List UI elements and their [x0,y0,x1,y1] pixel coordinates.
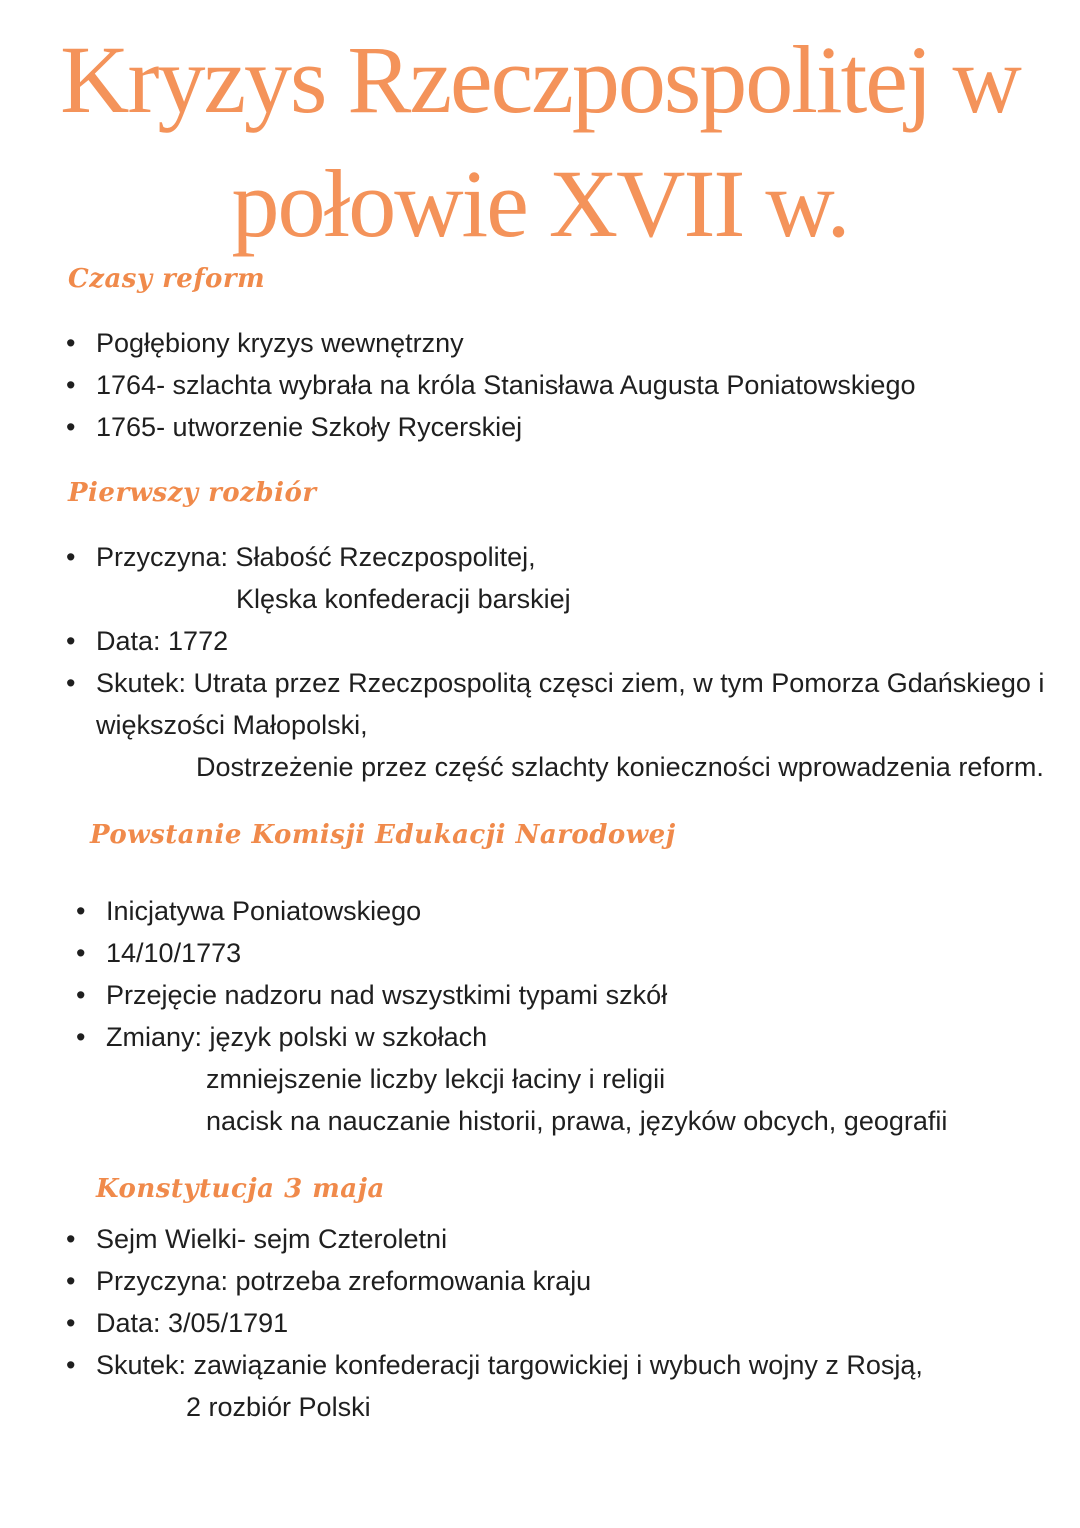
list-item: • 1765- utworzenie Szkoły Rycerskiej [96,410,522,444]
list-item: • 14/10/1773 [106,936,241,970]
list-item: • Przyczyna: potrzeba zreformowania kraju [96,1264,591,1298]
section-heading-konstytucja: Konstytucja 3 maja [96,1174,385,1204]
list-item: • Przyczyna: Słabość Rzeczpospolitej, [96,540,536,574]
section-heading-czasy-reform: Czasy reform [68,264,266,294]
section-heading-ken: Powstanie Komisji Edukacji Narodowej [90,820,676,850]
list-item-continuation: zmniejszenie liczby lekcji łaciny i religii [206,1064,666,1094]
list-item: • Przejęcie nadzoru nad wszystkimi typami szkół [106,978,667,1012]
page-title [0,18,1080,266]
list-item-continuation: Dostrzeżenie przez część szlachty konieczności wprowadzenia reform. [196,752,1044,782]
title-line-1: Kryzys Rzeczpospolitej w [60,26,1020,133]
list-item: • Zmiany: język polski w szkołach [106,1020,487,1054]
list-item: • Pogłębiony kryzys wewnętrzny [96,326,464,360]
list-item: • Inicjatywa Poniatowskiego [106,894,421,928]
list-item: • Data: 1772 [96,624,228,658]
list-item-continuation: nacisk na nauczanie historii, prawa, języków obcych, geografii [206,1106,948,1136]
title-line-2: połowie XVII w. [231,150,849,257]
list-item: • 1764- szlachta wybrała na króla Stanisława Augusta Poniatowskiego [96,368,915,402]
section-heading-pierwszy-rozbior: Pierwszy rozbiór [68,478,317,508]
list-item: • Skutek: Utrata przez Rzeczpospolitą częsci ziem, w tym Pomorza Gdańskiego i [96,666,1044,700]
list-item-continuation: 2 rozbiór Polski [186,1392,371,1422]
list-item-continuation: Klęska konfederacji barskiej [236,584,571,614]
list-item: • Data: 3/05/1791 [96,1306,288,1340]
list-item: • Skutek: zawiązanie konfederacji targowickiej i wybuch wojny z Rosją, [96,1348,923,1382]
list-item-continuation: większości Małopolski, [96,710,368,740]
list-item: • Sejm Wielki- sejm Czteroletni [96,1222,447,1256]
